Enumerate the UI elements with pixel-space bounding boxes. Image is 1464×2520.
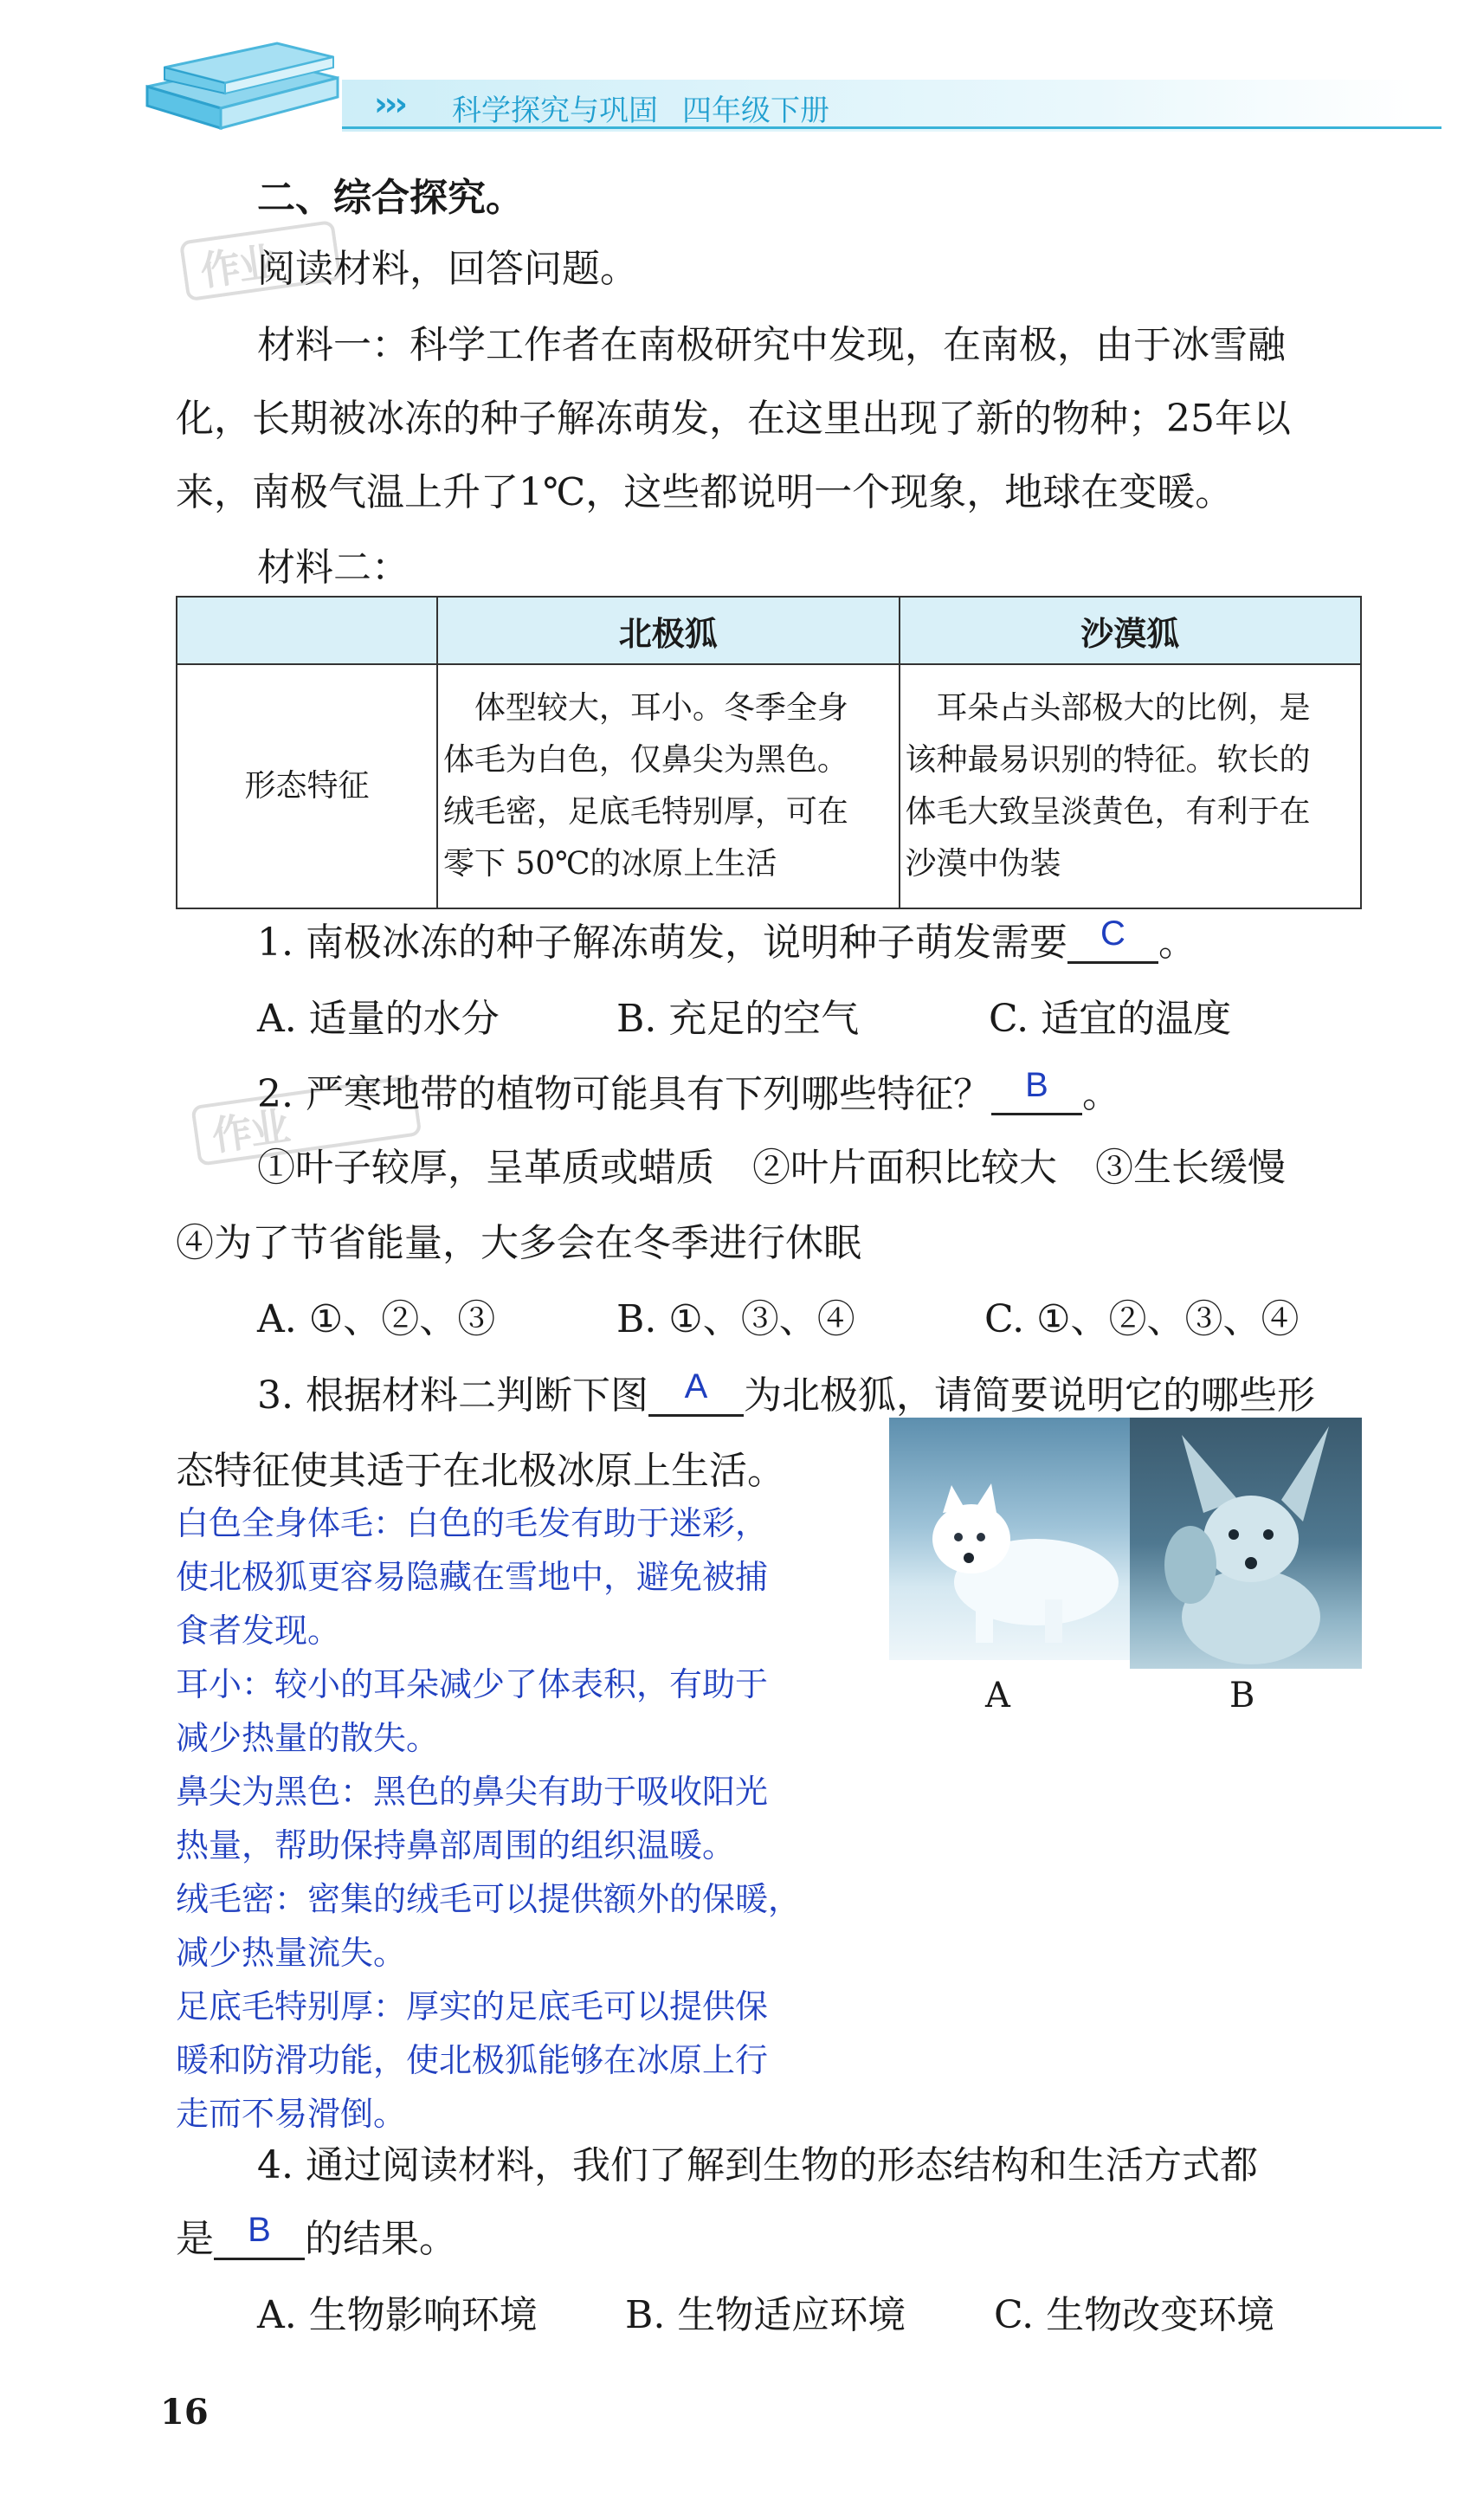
question-1-end: 。 — [1158, 921, 1196, 965]
material1-line1: 材料一：科学工作者在南极研究中发现，在南极，由于冰雪融 — [257, 323, 1286, 367]
arctic-fox-line: 体毛为白色，仅鼻尖为黑色。 — [442, 742, 848, 778]
question-3-text-b: 为北极狐，请简要说明它的哪些形 — [743, 1373, 1315, 1418]
answer-blank-1 — [1067, 914, 1158, 964]
question-1 — [257, 914, 1196, 965]
table-header-row — [177, 597, 1361, 664]
q4-option-a: A. 生物影响环境 — [257, 2293, 538, 2337]
material1-line3: 来，南极气温上升了1℃，这些都说明一个现象，地球在变暖。 — [176, 470, 1234, 514]
q1-option-b: B. 充足的空气 — [616, 997, 860, 1041]
answer-blank-2 — [991, 1066, 1082, 1115]
answer-line: 热量，帮助保持鼻部周围的组织温暖。 — [176, 1826, 736, 1864]
answer-blank-4 — [214, 2211, 305, 2260]
q1-option-a: A. 适量的水分 — [257, 997, 500, 1041]
answer-line: 减少热量流失。 — [176, 1934, 407, 1972]
answer-blank-3 — [648, 1367, 744, 1417]
question-2-text: 2. 严寒地带的植物可能具有下列哪些特征？ — [257, 1072, 991, 1116]
answer-line: 暖和防滑功能，使北极狐能够在冰原上行 — [176, 2041, 769, 2079]
question-4: 4. 通过阅读材料，我们了解到生物的形态结构和生活方式都 — [257, 2143, 1258, 2187]
table-header-empty — [177, 597, 437, 664]
arctic-fox-line: 零下 50℃的冰原上生活 — [442, 846, 777, 882]
q2-statements-line2: ④为了节省能量，大多会在冬季进行休眠 — [176, 1221, 861, 1265]
desert-fox-line: 沙漠中伪装 — [905, 846, 1061, 882]
instruction-text: 阅读材料，回答问题。 — [257, 247, 638, 291]
answer-2: B — [1025, 1066, 1048, 1104]
section-title: 二、综合探究。 — [257, 176, 524, 220]
table-header-desert-fox: 沙漠狐 — [900, 597, 1361, 664]
table-cell-desert-fox — [900, 664, 1361, 908]
answer-line: 绒毛密：密集的绒毛可以提供额外的保暖， — [176, 1880, 802, 1918]
header-book-stack-graphic — [139, 26, 346, 139]
answer-line: 足底毛特别厚：厚实的足底毛可以提供保 — [176, 1987, 769, 2026]
question-2 — [257, 1066, 1120, 1116]
question-4-text-a: 是 — [176, 2217, 214, 2261]
photo-label-b: B — [1229, 1676, 1255, 1716]
answer-line: 减少热量的散失。 — [176, 1719, 440, 1757]
table-row-label: 形态特征 — [177, 664, 437, 908]
arctic-fox-line: 体型较大，耳小。冬季全身 — [442, 690, 848, 726]
question-3-text-a: 3. 根据材料二判断下图 — [257, 1373, 648, 1418]
comparison-table — [176, 596, 1362, 909]
question-4-line2 — [176, 2211, 457, 2261]
photo-label-a: A — [985, 1676, 1010, 1716]
q4-option-c: C. 生物改变环境 — [994, 2293, 1275, 2337]
svg-text:作业: 作业 — [209, 1102, 292, 1160]
table-row — [177, 664, 1361, 908]
q1-option-c: C. 适宜的温度 — [989, 997, 1232, 1041]
handwritten-answer — [176, 1496, 801, 2141]
q2-option-a: A. ①、②、③ — [257, 1297, 496, 1341]
question-3 — [257, 1367, 1315, 1418]
desert-fox-line: 体毛大致呈淡黄色，有利于在 — [905, 794, 1311, 830]
material2-label: 材料二： — [257, 546, 410, 590]
answer-line: 鼻尖为黑色：黑色的鼻尖有助于吸收阳光 — [176, 1773, 769, 1811]
question-3-line2: 态特征使其适于在北极冰原上生活。 — [176, 1449, 785, 1493]
question-1-text: 1. 南极冰冻的种子解冻萌发，说明种子萌发需要 — [257, 921, 1067, 965]
answer-line: 白色全身体毛：白色的毛发有助于迷彩， — [176, 1504, 769, 1542]
answer-line: 走而不易滑倒。 — [176, 2095, 407, 2133]
desert-fox-line: 耳朵占头部极大的比例，是 — [905, 690, 1311, 726]
desert-fox-photo — [1130, 1418, 1362, 1669]
header-grade: 四年级下册 — [682, 94, 829, 128]
answer-line: 使北极狐更容易隐藏在雪地中，避免被捕 — [176, 1558, 769, 1596]
q4-option-b: B. 生物适应环境 — [625, 2293, 906, 2337]
q2-statements-line1: ①叶子较厚，呈革质或蜡质 ②叶片面积比较大 ③生长缓慢 — [257, 1146, 1286, 1190]
answer-3: A — [684, 1367, 708, 1405]
question-2-end: 。 — [1081, 1072, 1120, 1116]
question-4-text-b: 的结果。 — [305, 2217, 457, 2261]
answer-line: 耳小：较小的耳朵减少了体表积，有助于 — [176, 1665, 769, 1703]
q2-option-b: B. ①、③、④ — [616, 1297, 855, 1341]
answer-line: 食者发现。 — [176, 1612, 341, 1650]
header-book-title: 科学探究与巩固 — [452, 94, 658, 128]
chevron-right-icon: ››› — [374, 85, 404, 123]
desert-fox-line: 该种最易识别的特征。软长的 — [905, 742, 1311, 778]
answer-1: C — [1100, 914, 1125, 953]
table-header-arctic-fox: 北极狐 — [437, 597, 900, 664]
svg-text:作业: 作业 — [197, 237, 280, 295]
table-cell-arctic-fox — [437, 664, 900, 908]
answer-4: B — [248, 2211, 271, 2249]
material1-line2: 化，长期被冰冻的种子解冻萌发，在这里出现了新的物种；25年以 — [176, 397, 1291, 441]
arctic-fox-line: 绒毛密，足底毛特别厚，可在 — [442, 794, 848, 830]
page-number: 16 — [160, 2392, 209, 2433]
arctic-fox-photo — [889, 1418, 1140, 1660]
q2-option-c: C. ①、②、③、④ — [984, 1297, 1300, 1341]
